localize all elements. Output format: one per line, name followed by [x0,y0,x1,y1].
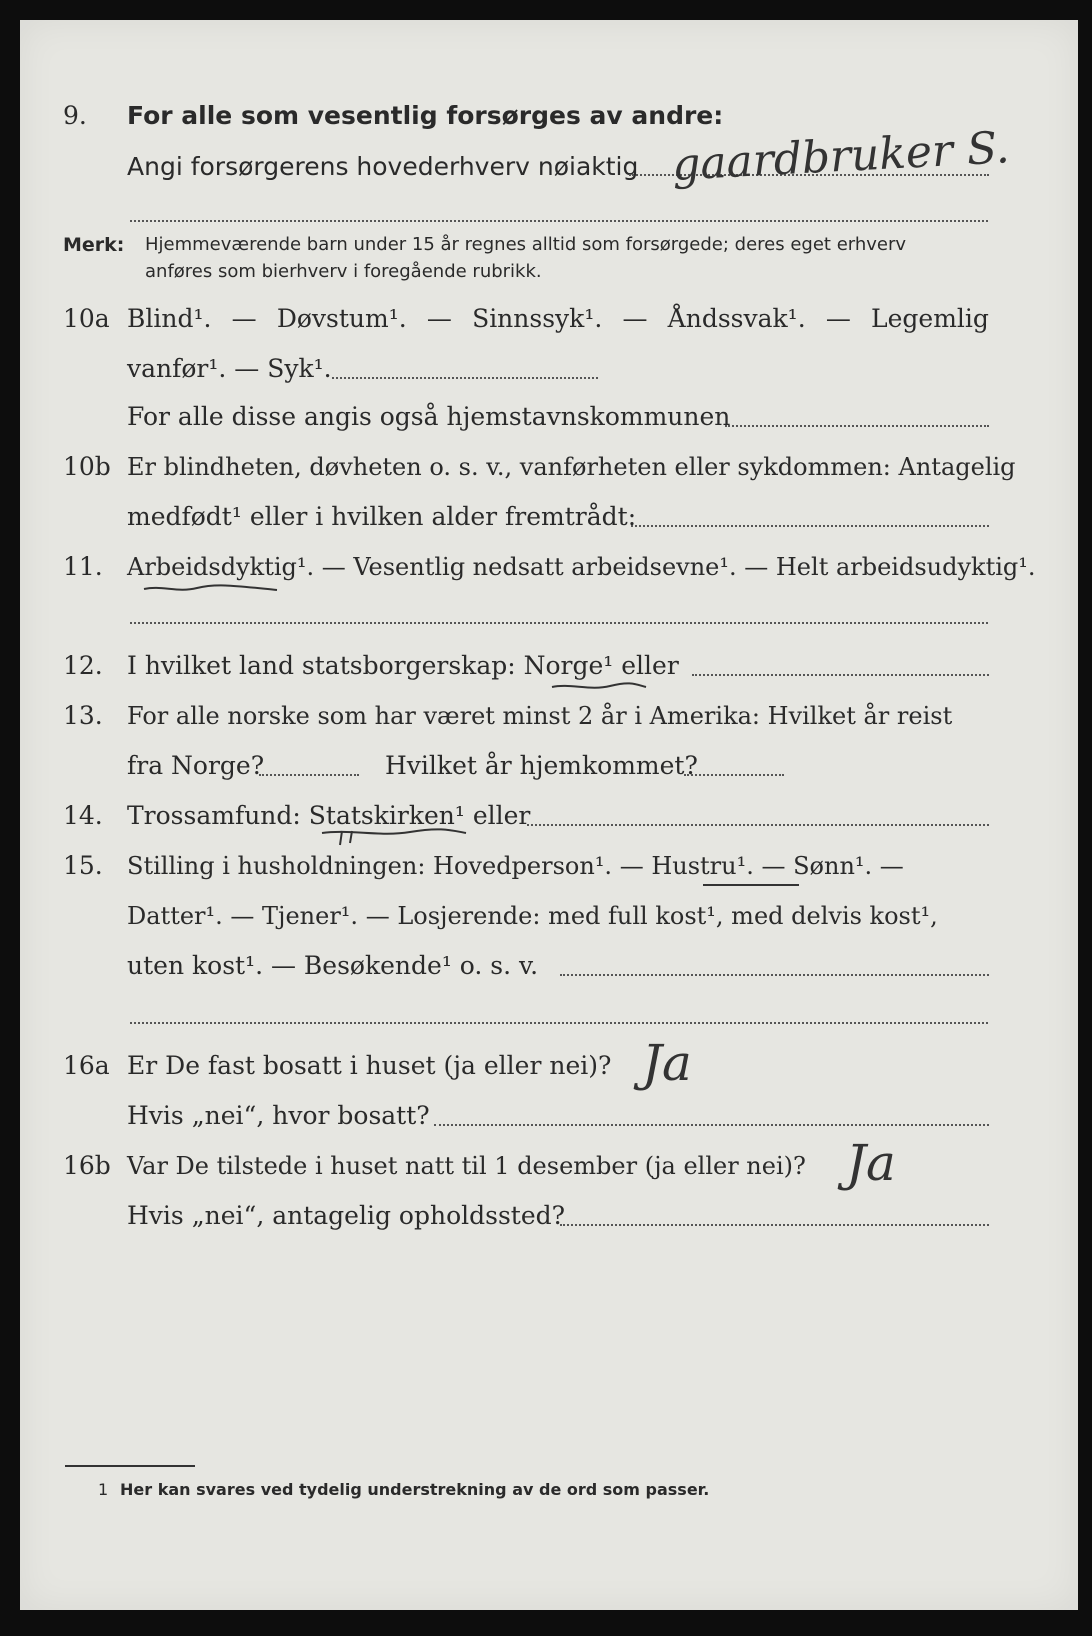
q16a-question: Er De fast bosatt i huset (ja eller nei)? [127,1051,612,1080]
merk-line1: Hjemmeværende barn under 15 år regnes alltid som forsørgede; deres eget erhverv [145,234,907,255]
q15-number: 15. [63,851,103,880]
q10b-number: 10b [63,452,111,481]
q10a-syk-answer-line [332,375,598,379]
q10a-opt-andssvak: Åndssvak¹. [667,304,806,333]
footnote-rule [65,1465,195,1467]
q15-besokende: uten kost¹. — Besøkende¹ o. s. v. [127,951,539,980]
q15-hustru-underline [703,884,799,886]
q16a-hvor-bosatt: Hvis „nei“, hvor bosatt? [127,1101,430,1130]
q10a-dash-1: — [231,304,257,333]
q14-underline-mark [320,827,470,847]
q15-answer-line [560,972,989,976]
q10a-options [127,303,989,335]
q9-handwritten-answer: gaardbruker S. [670,122,1011,191]
q10b-medfodt: medfødt¹ eller i hvilken alder fremtrådt: [127,502,637,531]
q16b-question: Var De tilstede i huset natt til 1 desember (ja eller nei)? [127,1152,806,1180]
q14-number: 14. [63,801,103,830]
q14-answer-line [527,822,989,826]
q13-reist-answer-line [259,772,359,776]
q10a-opt-dovstum: Døvstum¹. [276,304,407,333]
q13-reist: fra Norge? [127,751,265,780]
q13-hjemkommet: Hvilket år hjemkommet? [385,751,698,780]
q12-number: 12. [63,651,103,680]
q11-number: 11. [63,552,103,581]
q11-underline-mark [142,583,282,595]
q9-second-answer-line [130,218,988,222]
q9-question: For alle som vesentlig forsørges av andre: [127,101,724,130]
q13-hjemkommet-answer-line [684,772,784,776]
q10a-hjemstavn: For alle disse angis også hjemstavnskommunen [127,402,731,431]
q10b-answer-line [631,523,989,527]
q16b-opholdssted: Hvis „nei“, antagelig opholdssted? [127,1201,566,1230]
q16a-handwritten-answer: Ja [642,1034,692,1092]
q9-number: 9. [63,101,87,130]
q16a-number: 16a [63,1051,110,1080]
merk-label: Merk: [63,234,125,256]
q10a-vanfor-syk: vanfør¹. — Syk¹. [127,354,332,383]
q10a-opt-blind: Blind¹. [127,304,212,333]
q13-number: 13. [63,701,103,730]
q10b-question: Er blindheten, døvheten o. s. v., vanførheten eller sykdommen: Antagelig [127,453,1016,481]
q12-underline-mark [550,681,650,695]
q10a-hjemstavn-answer-line [725,423,989,427]
q10a-dash-2: — [426,304,452,333]
q14-question: Trossamfund: Statskirken¹ eller [127,801,531,830]
q10a-dash-3: — [622,304,648,333]
q10a-opt-sinnssyk: Sinnssyk¹. [472,304,603,333]
q15-datter-tjener: Datter¹. — Tjener¹. — Losjerende: med full kost¹, med delvis kost¹, [127,902,938,930]
merk-line2: anføres som bierhverv i foregående rubrikk. [145,261,542,282]
q16b-number: 16b [63,1151,111,1180]
census-form-page [20,20,1078,1610]
q10a-dash-4: — [825,304,851,333]
q9-prompt: Angi forsørgerens hovederhverv nøiaktig [127,152,639,181]
q10a-number: 10a [63,304,110,333]
q15-second-answer-line [130,1020,988,1024]
q16b-answer-line [560,1222,989,1226]
q11-options: Arbeidsdyktig¹. — Vesentlig nedsatt arbeidsevne¹. — Helt arbeidsudyktig¹. [127,553,1036,581]
q12-question: I hvilket land statsborgerskap: Norge¹ eller [127,651,679,680]
q12-answer-line [692,672,989,676]
q11-answer-line [130,620,988,624]
q16b-handwritten-answer: Ja [846,1134,896,1192]
q16a-answer-line [434,1122,989,1126]
q15-question: Stilling i husholdningen: Hovedperson¹. — Hustru¹. — Sønn¹. — [127,852,904,880]
footnote-mark: 1 [98,1480,109,1499]
q13-question: For alle norske som har været minst 2 år i Amerika: Hvilket år reist [127,702,953,730]
q10a-opt-legemlig: Legemlig [871,304,989,333]
footnote-text: Her kan svares ved tydelig understrekning av de ord som passer. [120,1480,710,1499]
